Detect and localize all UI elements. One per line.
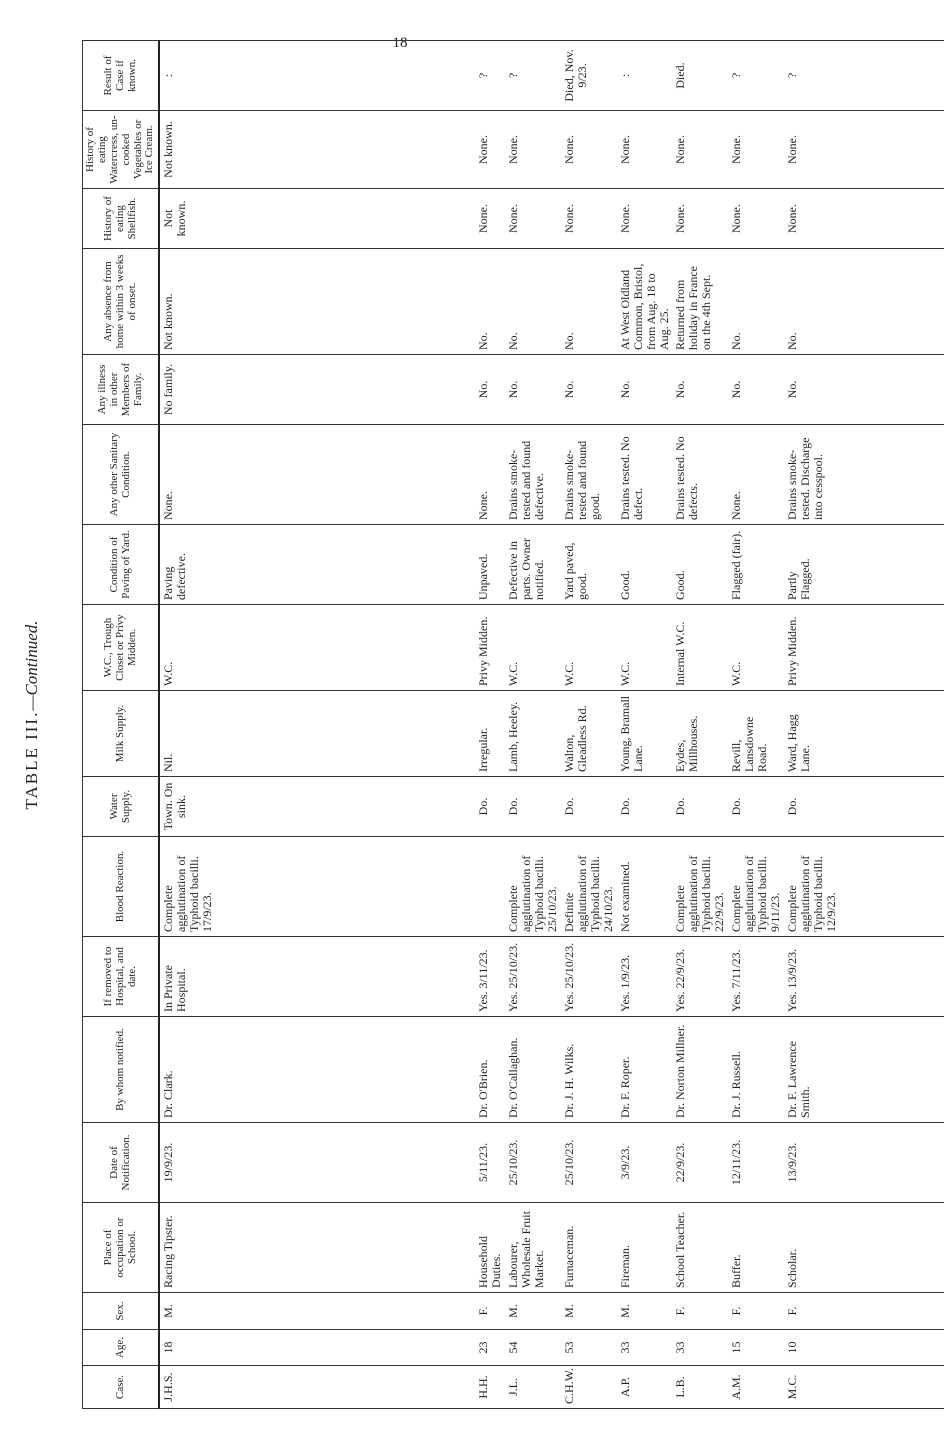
table-cell: No. bbox=[505, 249, 561, 355]
table-cell: None. bbox=[728, 425, 784, 525]
table-cell: None. bbox=[672, 111, 728, 189]
table-cell: None. bbox=[505, 189, 561, 249]
table-row bbox=[505, 41, 561, 1409]
table-cell: : bbox=[617, 41, 673, 111]
table-row bbox=[561, 41, 617, 1409]
table-cell: 18 bbox=[159, 1330, 475, 1366]
table-title bbox=[22, 565, 46, 865]
table-cell: Racing Tipster. bbox=[159, 1203, 475, 1293]
table-cell: Buffer. bbox=[728, 1203, 784, 1293]
column-header: Any other Sanitary Condition. bbox=[83, 425, 160, 525]
table-cell: Yes. 3/11/23. bbox=[475, 937, 505, 1017]
table-cell: Partly Flagged. bbox=[784, 525, 943, 605]
table-cell: None. bbox=[475, 425, 505, 525]
table-cell: ? bbox=[505, 41, 561, 111]
table-cell: 5/11/23. bbox=[475, 1123, 505, 1203]
table-cell: Do. bbox=[505, 777, 561, 837]
table-row bbox=[784, 41, 943, 1409]
table-cell: L.B. bbox=[672, 1366, 728, 1409]
table-title-continued: —Continued. bbox=[22, 620, 41, 711]
table-cell: Furnaceman. bbox=[561, 1203, 617, 1293]
table-cell: Irregular. bbox=[475, 691, 505, 777]
column-header: Blood Reaction. bbox=[83, 837, 160, 937]
column-header: Water Supply. bbox=[83, 777, 160, 837]
table-cell: Complete agglutination of Typhoid bacilli. 25/10/23. bbox=[505, 837, 561, 937]
table-cell: None. bbox=[728, 111, 784, 189]
table-cell: H.H. bbox=[475, 1366, 505, 1409]
table-cell: Privy Midden. bbox=[475, 605, 505, 691]
table-cell: Do. bbox=[728, 777, 784, 837]
table-cell: Died. bbox=[672, 41, 728, 111]
table-row bbox=[159, 41, 475, 1409]
table-cell: Privy Midden. bbox=[784, 605, 943, 691]
table-cell: 23 bbox=[475, 1330, 505, 1366]
table-cell: : bbox=[159, 41, 475, 111]
table-cell: No. bbox=[475, 249, 505, 355]
column-header: Age. bbox=[83, 1330, 160, 1366]
table-cell: C.H.W. bbox=[561, 1366, 617, 1409]
table-cell: ? bbox=[475, 41, 505, 111]
table-cell: Not known. bbox=[159, 249, 475, 355]
column-header: W.C., Trough Closet or Privy Midden. bbox=[83, 605, 160, 691]
table-cell: No. bbox=[784, 249, 943, 355]
table-cell: None. bbox=[617, 189, 673, 249]
table-cell: None. bbox=[672, 189, 728, 249]
page-number: 18 bbox=[392, 35, 408, 51]
table-cell: Dr. Clark. bbox=[159, 1017, 475, 1123]
table-cell: Yes. 7/11/23. bbox=[728, 937, 784, 1017]
table-row bbox=[617, 41, 673, 1409]
table-cell: F. bbox=[784, 1293, 943, 1330]
table-cell: 53 bbox=[561, 1330, 617, 1366]
table-cell: Do. bbox=[617, 777, 673, 837]
table-cell: M. bbox=[617, 1293, 673, 1330]
table-cell: 22/9/23. bbox=[672, 1123, 728, 1203]
table-cell: W.C. bbox=[561, 605, 617, 691]
table-cell: Flagged (fair). bbox=[728, 525, 784, 605]
table-cell: F. bbox=[475, 1293, 505, 1330]
table-cell: None. bbox=[784, 189, 943, 249]
table-cell: Town. On sink. bbox=[159, 777, 475, 837]
table-cell: J.L. bbox=[505, 1366, 561, 1409]
table-cell: 3/9/23. bbox=[617, 1123, 673, 1203]
table-cell: None. bbox=[561, 189, 617, 249]
table-cell: M.C. bbox=[784, 1366, 943, 1409]
table-cell: Drains tested. No defects. bbox=[672, 425, 728, 525]
table-cell: Complete agglutination of Typhoid bacilli. 22/9/23. bbox=[672, 837, 728, 937]
table-cell: 25/10/23. bbox=[505, 1123, 561, 1203]
table-cell: Yes. 25/10/23. bbox=[561, 937, 617, 1017]
table-rotation-wrapper bbox=[82, 49, 838, 1409]
table-cell: No. bbox=[561, 249, 617, 355]
table-cell: W.C. bbox=[728, 605, 784, 691]
table-cell: Lamb, Heeley. bbox=[505, 691, 561, 777]
table-cell: None. bbox=[505, 111, 561, 189]
table-cell: No. bbox=[672, 355, 728, 425]
table-cell: Not known. bbox=[159, 111, 475, 189]
table-cell: Eydes, Millhouses. bbox=[672, 691, 728, 777]
table-cell: Young, Bramall Lane. bbox=[617, 691, 673, 777]
table-cell: Dr. O'Callaghan. bbox=[505, 1017, 561, 1123]
table-cell: 10 bbox=[784, 1330, 943, 1366]
table-cell: Fireman. bbox=[617, 1203, 673, 1293]
table-cell: Yes. 22/9/23. bbox=[672, 937, 728, 1017]
cases-table bbox=[82, 40, 944, 1409]
table-cell: M. bbox=[505, 1293, 561, 1330]
table-cell: A.M. bbox=[728, 1366, 784, 1409]
table-title-main: TABLE III. bbox=[22, 710, 41, 810]
table-cell: Do. bbox=[784, 777, 943, 837]
table-cell: 12/11/23. bbox=[728, 1123, 784, 1203]
column-header: History of eating Watercress, un-cooked Vegetables or Ice Cream. bbox=[83, 111, 160, 189]
table-cell: Complete agglutination of Typhoid bacilli. 12/9/23. bbox=[784, 837, 943, 937]
table-cell: Do. bbox=[475, 777, 505, 837]
table-cell: 19/9/23. bbox=[159, 1123, 475, 1203]
table-cell: Drains smoke-tested and found good. bbox=[561, 425, 617, 525]
header-row bbox=[83, 41, 160, 1409]
table-cell: Internal W.C. bbox=[672, 605, 728, 691]
table-cell: Yes. 25/10/23. bbox=[505, 937, 561, 1017]
table-cell: Dr. Norton Millner. bbox=[672, 1017, 728, 1123]
table-cell: Household Duties. bbox=[475, 1203, 505, 1293]
table-cell: Dr. F. Lawrence Smith. bbox=[784, 1017, 943, 1123]
table-cell: Yard paved, good. bbox=[561, 525, 617, 605]
table-cell: No. bbox=[617, 355, 673, 425]
rotated-table-area bbox=[82, 49, 838, 1409]
table-cell: Do. bbox=[561, 777, 617, 837]
table-cell: A.P. bbox=[617, 1366, 673, 1409]
table-cell: Complete agglutination of Typhoid bacilli. 9/11/23. bbox=[728, 837, 784, 937]
column-header: Condition of Paving of Yard. bbox=[83, 525, 160, 605]
table-cell: Dr. O'Brien. bbox=[475, 1017, 505, 1123]
table-cell: Do. bbox=[672, 777, 728, 837]
column-header: Result of Case if known. bbox=[83, 41, 160, 111]
column-header: Milk Supply. bbox=[83, 691, 160, 777]
column-header: Case. bbox=[83, 1366, 160, 1409]
table-cell: Yes. 1/9/23. bbox=[617, 937, 673, 1017]
table-cell: School Teacher. bbox=[672, 1203, 728, 1293]
table-cell: F. bbox=[672, 1293, 728, 1330]
table-cell: None. bbox=[159, 425, 475, 525]
table-cell: 15 bbox=[728, 1330, 784, 1366]
table-cell: No. bbox=[561, 355, 617, 425]
table-cell: Definite agglutination of Typhoid bacilli. 24/10/23. bbox=[561, 837, 617, 937]
table-cell: Drains tested. No defect. bbox=[617, 425, 673, 525]
table-cell: W.C. bbox=[505, 605, 561, 691]
table-cell: Drains smoke-tested and found defective. bbox=[505, 425, 561, 525]
table-cell: 33 bbox=[672, 1330, 728, 1366]
table-cell: No. bbox=[728, 249, 784, 355]
table-cell bbox=[475, 837, 505, 937]
table-cell: Ward, Hagg Lane. bbox=[784, 691, 943, 777]
table-cell: Drains smoke-tested. Discharge into cesspool. bbox=[784, 425, 943, 525]
table-cell: Paving defective. bbox=[159, 525, 475, 605]
table-cell: Good. bbox=[672, 525, 728, 605]
table-cell: No. bbox=[784, 355, 943, 425]
column-header: History of eating Shellfish. bbox=[83, 189, 160, 249]
column-header: Date of Notification. bbox=[83, 1123, 160, 1203]
table-cell: Dr. J. H. Wilks. bbox=[561, 1017, 617, 1123]
table-cell: Complete agglutination of Typhoid bacilli. 17/9/23. bbox=[159, 837, 475, 937]
table-cell: 33 bbox=[617, 1330, 673, 1366]
table-cell: Returned from holiday in France on the 4th Sept. bbox=[672, 249, 728, 355]
table-cell: 54 bbox=[505, 1330, 561, 1366]
table-cell: Good. bbox=[617, 525, 673, 605]
column-header: Any illness in other Members of Family. bbox=[83, 355, 160, 425]
table-cell: Not known. bbox=[159, 189, 475, 249]
table-cell: Revill, Lansdowne Road. bbox=[728, 691, 784, 777]
table-cell: Not examined. bbox=[617, 837, 673, 937]
table-cell: No. bbox=[728, 355, 784, 425]
table-cell: M. bbox=[159, 1293, 475, 1330]
table-cell: Defective in parts. Owner notified. bbox=[505, 525, 561, 605]
column-header: If removed to Hospital, and date. bbox=[83, 937, 160, 1017]
table-cell: None. bbox=[475, 111, 505, 189]
table-row bbox=[728, 41, 784, 1409]
table-cell: Scholar. bbox=[784, 1203, 943, 1293]
table-cell: At West Oldland Common, Bristol, from Aug. 18 to Aug. 25. bbox=[617, 249, 673, 355]
table-cell: ? bbox=[784, 41, 943, 111]
table-cell: No family. bbox=[159, 355, 475, 425]
table-cell: 13/9/23. bbox=[784, 1123, 943, 1203]
table-cell: In Private Hospital. bbox=[159, 937, 475, 1017]
table-cell: None. bbox=[617, 111, 673, 189]
column-header: By whom notified. bbox=[83, 1017, 160, 1123]
table-row bbox=[672, 41, 728, 1409]
table-cell: No. bbox=[475, 355, 505, 425]
table-cell: Unpaved. bbox=[475, 525, 505, 605]
table-cell: Died, Nov. 9/23. bbox=[561, 41, 617, 111]
table-cell: Labourer, Wholesale Fruit Market. bbox=[505, 1203, 561, 1293]
table-cell: 25/10/23. bbox=[561, 1123, 617, 1203]
table-cell: No. bbox=[505, 355, 561, 425]
table-cell: M. bbox=[561, 1293, 617, 1330]
table-cell: Dr. F. Roper. bbox=[617, 1017, 673, 1123]
table-cell: Dr. J. Russell. bbox=[728, 1017, 784, 1123]
column-header: Place of occupation or School. bbox=[83, 1203, 160, 1293]
table-cell: ? bbox=[728, 41, 784, 111]
table-cell: None. bbox=[784, 111, 943, 189]
table-cell: J.H.S. bbox=[159, 1366, 475, 1409]
table-cell: None. bbox=[728, 189, 784, 249]
column-header: Sex. bbox=[83, 1293, 160, 1330]
table-cell: Walton, Gleadless Rd. bbox=[561, 691, 617, 777]
table-cell: None. bbox=[475, 189, 505, 249]
table-cell: F. bbox=[728, 1293, 784, 1330]
table-cell: Yes. 13/9/23. bbox=[784, 937, 943, 1017]
table-cell: Nil. bbox=[159, 691, 475, 777]
table-cell: W.C. bbox=[617, 605, 673, 691]
table-cell: W.C. bbox=[159, 605, 475, 691]
table-row bbox=[475, 41, 505, 1409]
column-header: Any absence from home within 3 weeks of onset. bbox=[83, 249, 160, 355]
table-cell: None. bbox=[561, 111, 617, 189]
